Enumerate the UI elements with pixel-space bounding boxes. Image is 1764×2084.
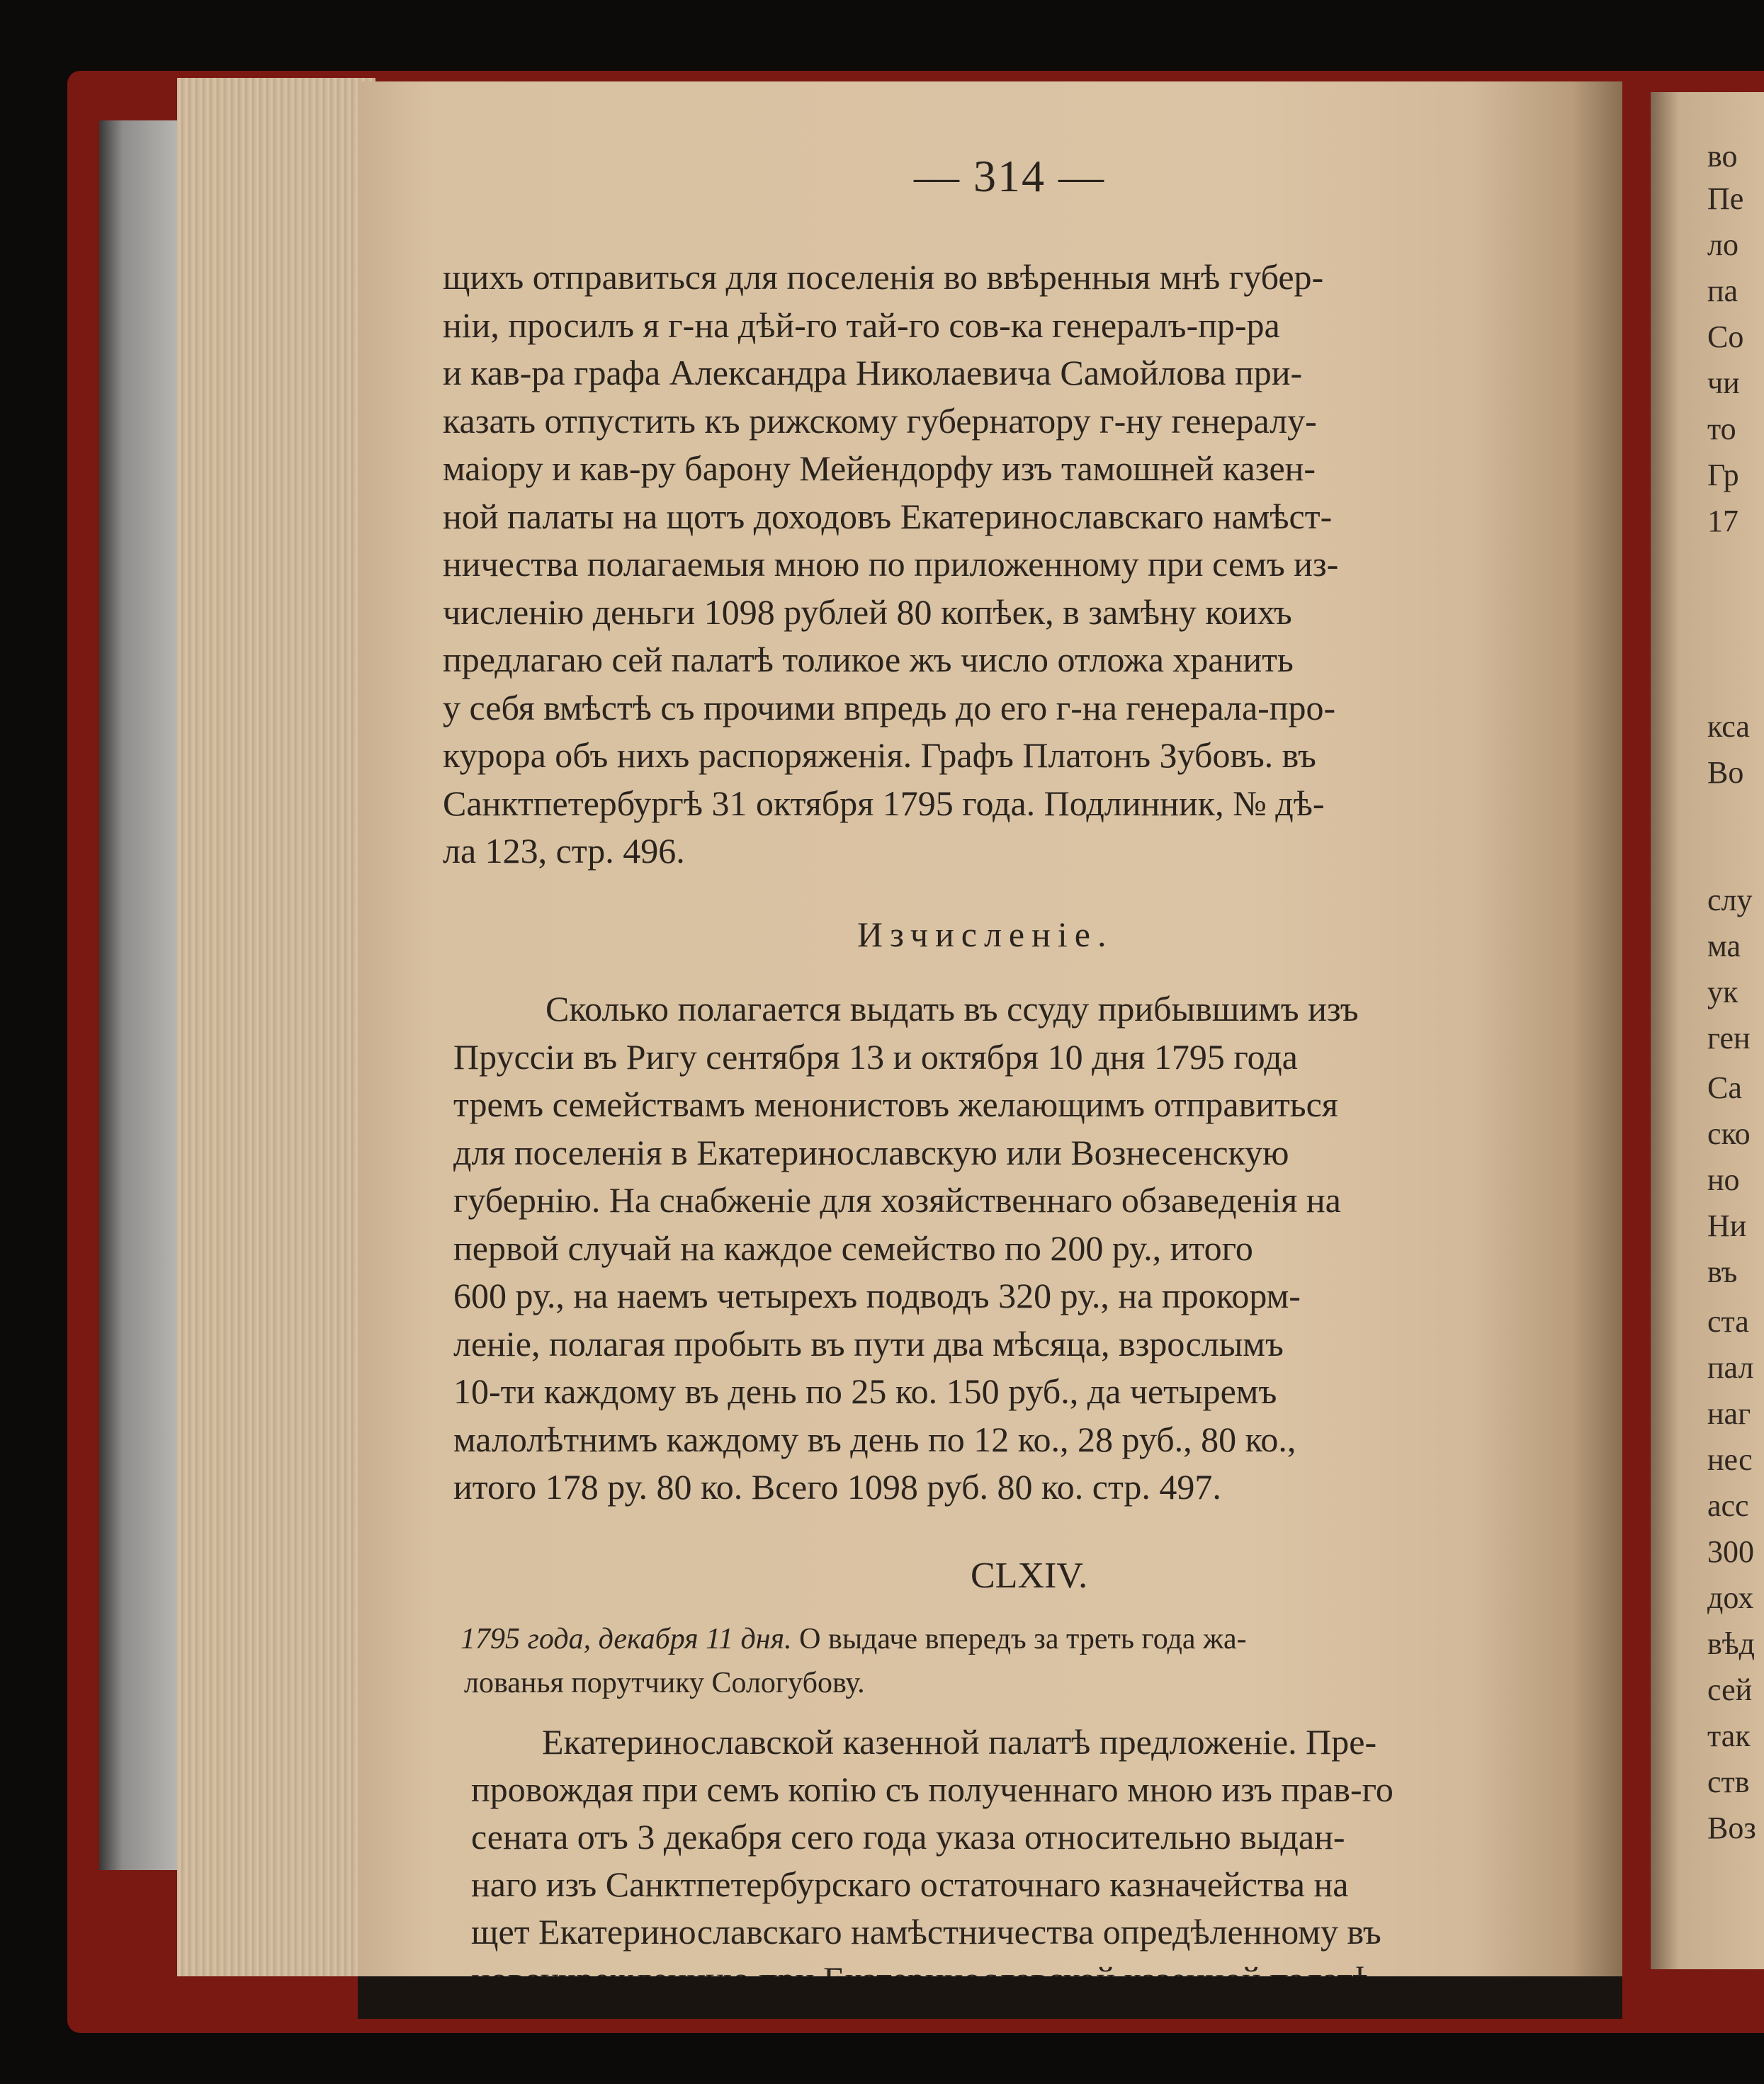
right-page-fragment: наг — [1707, 1396, 1751, 1431]
summary-text: О выдаче впередъ за треть года жа- — [791, 1623, 1247, 1655]
right-page-fragment: слу — [1707, 883, 1753, 917]
right-page-fragment: Во — [1707, 755, 1744, 790]
section-text-line: Пруссіи въ Ригу сентября 13 и октября 10 дня 1795 года — [453, 1036, 1298, 1077]
main-text-line: ной палаты на щотъ доходовъ Екатеринославскаго намѣст- — [443, 496, 1333, 536]
right-page-fragment: Гр — [1707, 458, 1739, 492]
right-page-fragment: 17 — [1707, 504, 1738, 538]
section-text-line: губернію. На снабженіе для хозяйственнаго обзаведенія на — [453, 1180, 1341, 1220]
document-summary-line2: лованья порутчику Сологубову. — [464, 1667, 865, 1699]
right-page-fragment: ук — [1707, 975, 1738, 1009]
right-page-fragment: ств — [1707, 1765, 1750, 1799]
body-text-line: сената отъ 3 декабря сего года указа относительно выдан- — [471, 1817, 1345, 1857]
section-text-line: 10-ти каждому въ день по 25 ко. 150 руб., да четыремъ — [453, 1371, 1277, 1411]
right-page-fragment: въ — [1707, 1255, 1738, 1289]
body-text-line: наго изъ Санктпетербурскаго остаточнаго казначейства на — [471, 1864, 1349, 1904]
section-text-line: для поселенія в Екатеринославскую или Вознесенскую — [453, 1132, 1289, 1172]
right-page-fragment: дох — [1707, 1580, 1754, 1615]
page-edges — [177, 78, 375, 1976]
main-text-line: численію деньги 1098 рублей 80 копѣек, в замѣну коихъ — [443, 591, 1292, 632]
right-page-fragment: чи — [1707, 366, 1740, 400]
section-text-line: первой случай на каждое семейство по 200 ру., итого — [453, 1228, 1253, 1268]
right-page-fragment: нес — [1707, 1442, 1753, 1477]
cover-inner-edge — [99, 120, 177, 1870]
right-page-fragment: Со — [1707, 319, 1744, 354]
document-number: CLXIV. — [971, 1556, 1088, 1596]
main-text-line: Санктпетербургѣ 31 октября 1795 года. Подлинник, № дѣ- — [443, 783, 1325, 823]
right-page-fragment: кса — [1707, 709, 1750, 744]
main-text-line: маіору и кав-ру барону Мейендорфу изъ тамошней казен- — [443, 448, 1316, 488]
section-text-line: итого 178 ру. 80 ко. Всего 1098 руб. 80 ко. стр. 497. — [453, 1467, 1221, 1507]
right-page-fragment: Са — [1707, 1070, 1742, 1105]
main-text-line: курора объ нихъ распоряженія. Графъ Платонъ Зубовъ. въ — [443, 735, 1316, 775]
right-page-fragment: сей — [1707, 1672, 1753, 1707]
section-text-line: леніе, полагая пробыть въ пути два мѣсяца, взрослымъ — [453, 1323, 1284, 1364]
right-page-fragment: пал — [1707, 1350, 1754, 1385]
right-page-fragment: ген — [1707, 1021, 1751, 1055]
right-page-fragment: ло — [1707, 227, 1738, 262]
right-page-fragment: Воз — [1707, 1811, 1756, 1845]
section-text-line: 600 ру., на наемъ четырехъ подводъ 320 ру., на прокорм- — [453, 1276, 1301, 1315]
main-text-line: казать отпустить къ рижскому губернатору г-ну генералу- — [443, 400, 1317, 441]
section-text-line: Сколько полагается выдать въ ссуду прибывшимъ изъ — [545, 989, 1359, 1029]
document-summary — [460, 1622, 1247, 1656]
right-page-fragment: то — [1707, 412, 1736, 446]
right-page-fragment: Пе — [1707, 181, 1744, 216]
section-heading: Изчисленіе. — [857, 914, 1114, 954]
body-text-line: щет Екатеринославскаго намѣстничества опредѣленному въ — [471, 1912, 1381, 1952]
right-page-fragment: Ни — [1707, 1208, 1747, 1243]
right-page-fragment: асс — [1707, 1488, 1749, 1523]
main-text-line: предлагаю сей палатѣ толикое жъ число отложа хранить — [443, 640, 1294, 679]
right-page-fragment: так — [1707, 1718, 1751, 1753]
right-page-fragment: па — [1707, 273, 1738, 308]
page-bottom-shadow — [358, 1976, 1622, 2019]
right-page-fragment: ста — [1707, 1304, 1749, 1339]
body-text-line: Екатеринославской казенной палатѣ предложеніе. Пре- — [542, 1722, 1377, 1762]
right-page-fragment: но — [1707, 1162, 1740, 1197]
main-text-line: и кав-ра графа Александра Николаевича Самойлова при- — [443, 353, 1303, 392]
main-text-line: ніи, просилъ я г-на дѣй-го тай-го сов-ка генералъ-пр-ра — [443, 305, 1280, 345]
summary-date: 1795 года, декабря 11 дня. — [460, 1623, 792, 1655]
section-text-line: тремъ семействамъ менонистовъ желающимъ отправиться — [453, 1085, 1338, 1124]
right-page-fragment: ско — [1707, 1116, 1751, 1151]
right-page-fragment: во — [1707, 139, 1738, 174]
main-text-line: ла 123, стр. 496. — [443, 831, 685, 871]
right-page-fragment: ма — [1707, 929, 1741, 963]
right-page — [1651, 92, 1764, 1969]
main-text-line: ничества полагаемыя мною по приложенному при семъ из- — [443, 544, 1339, 584]
right-page-fragment: 300 — [1707, 1534, 1754, 1569]
right-page-fragment: вѣд — [1707, 1626, 1755, 1661]
main-text-line: щихъ отправиться для поселенія во ввѣренныя мнѣ губер- — [443, 257, 1324, 297]
section-text-line: малолѣтнимъ каждому въ день по 12 ко., 28 руб., 80 ко., — [453, 1419, 1296, 1459]
page-number: — 314 — — [914, 151, 1105, 201]
body-text-line: провождая при семъ копію съ полученнаго мною изъ прав-го — [471, 1769, 1393, 1809]
main-text-line: у себя вмѣстѣ съ прочими впредь до его г-на генерала-про- — [443, 687, 1336, 727]
